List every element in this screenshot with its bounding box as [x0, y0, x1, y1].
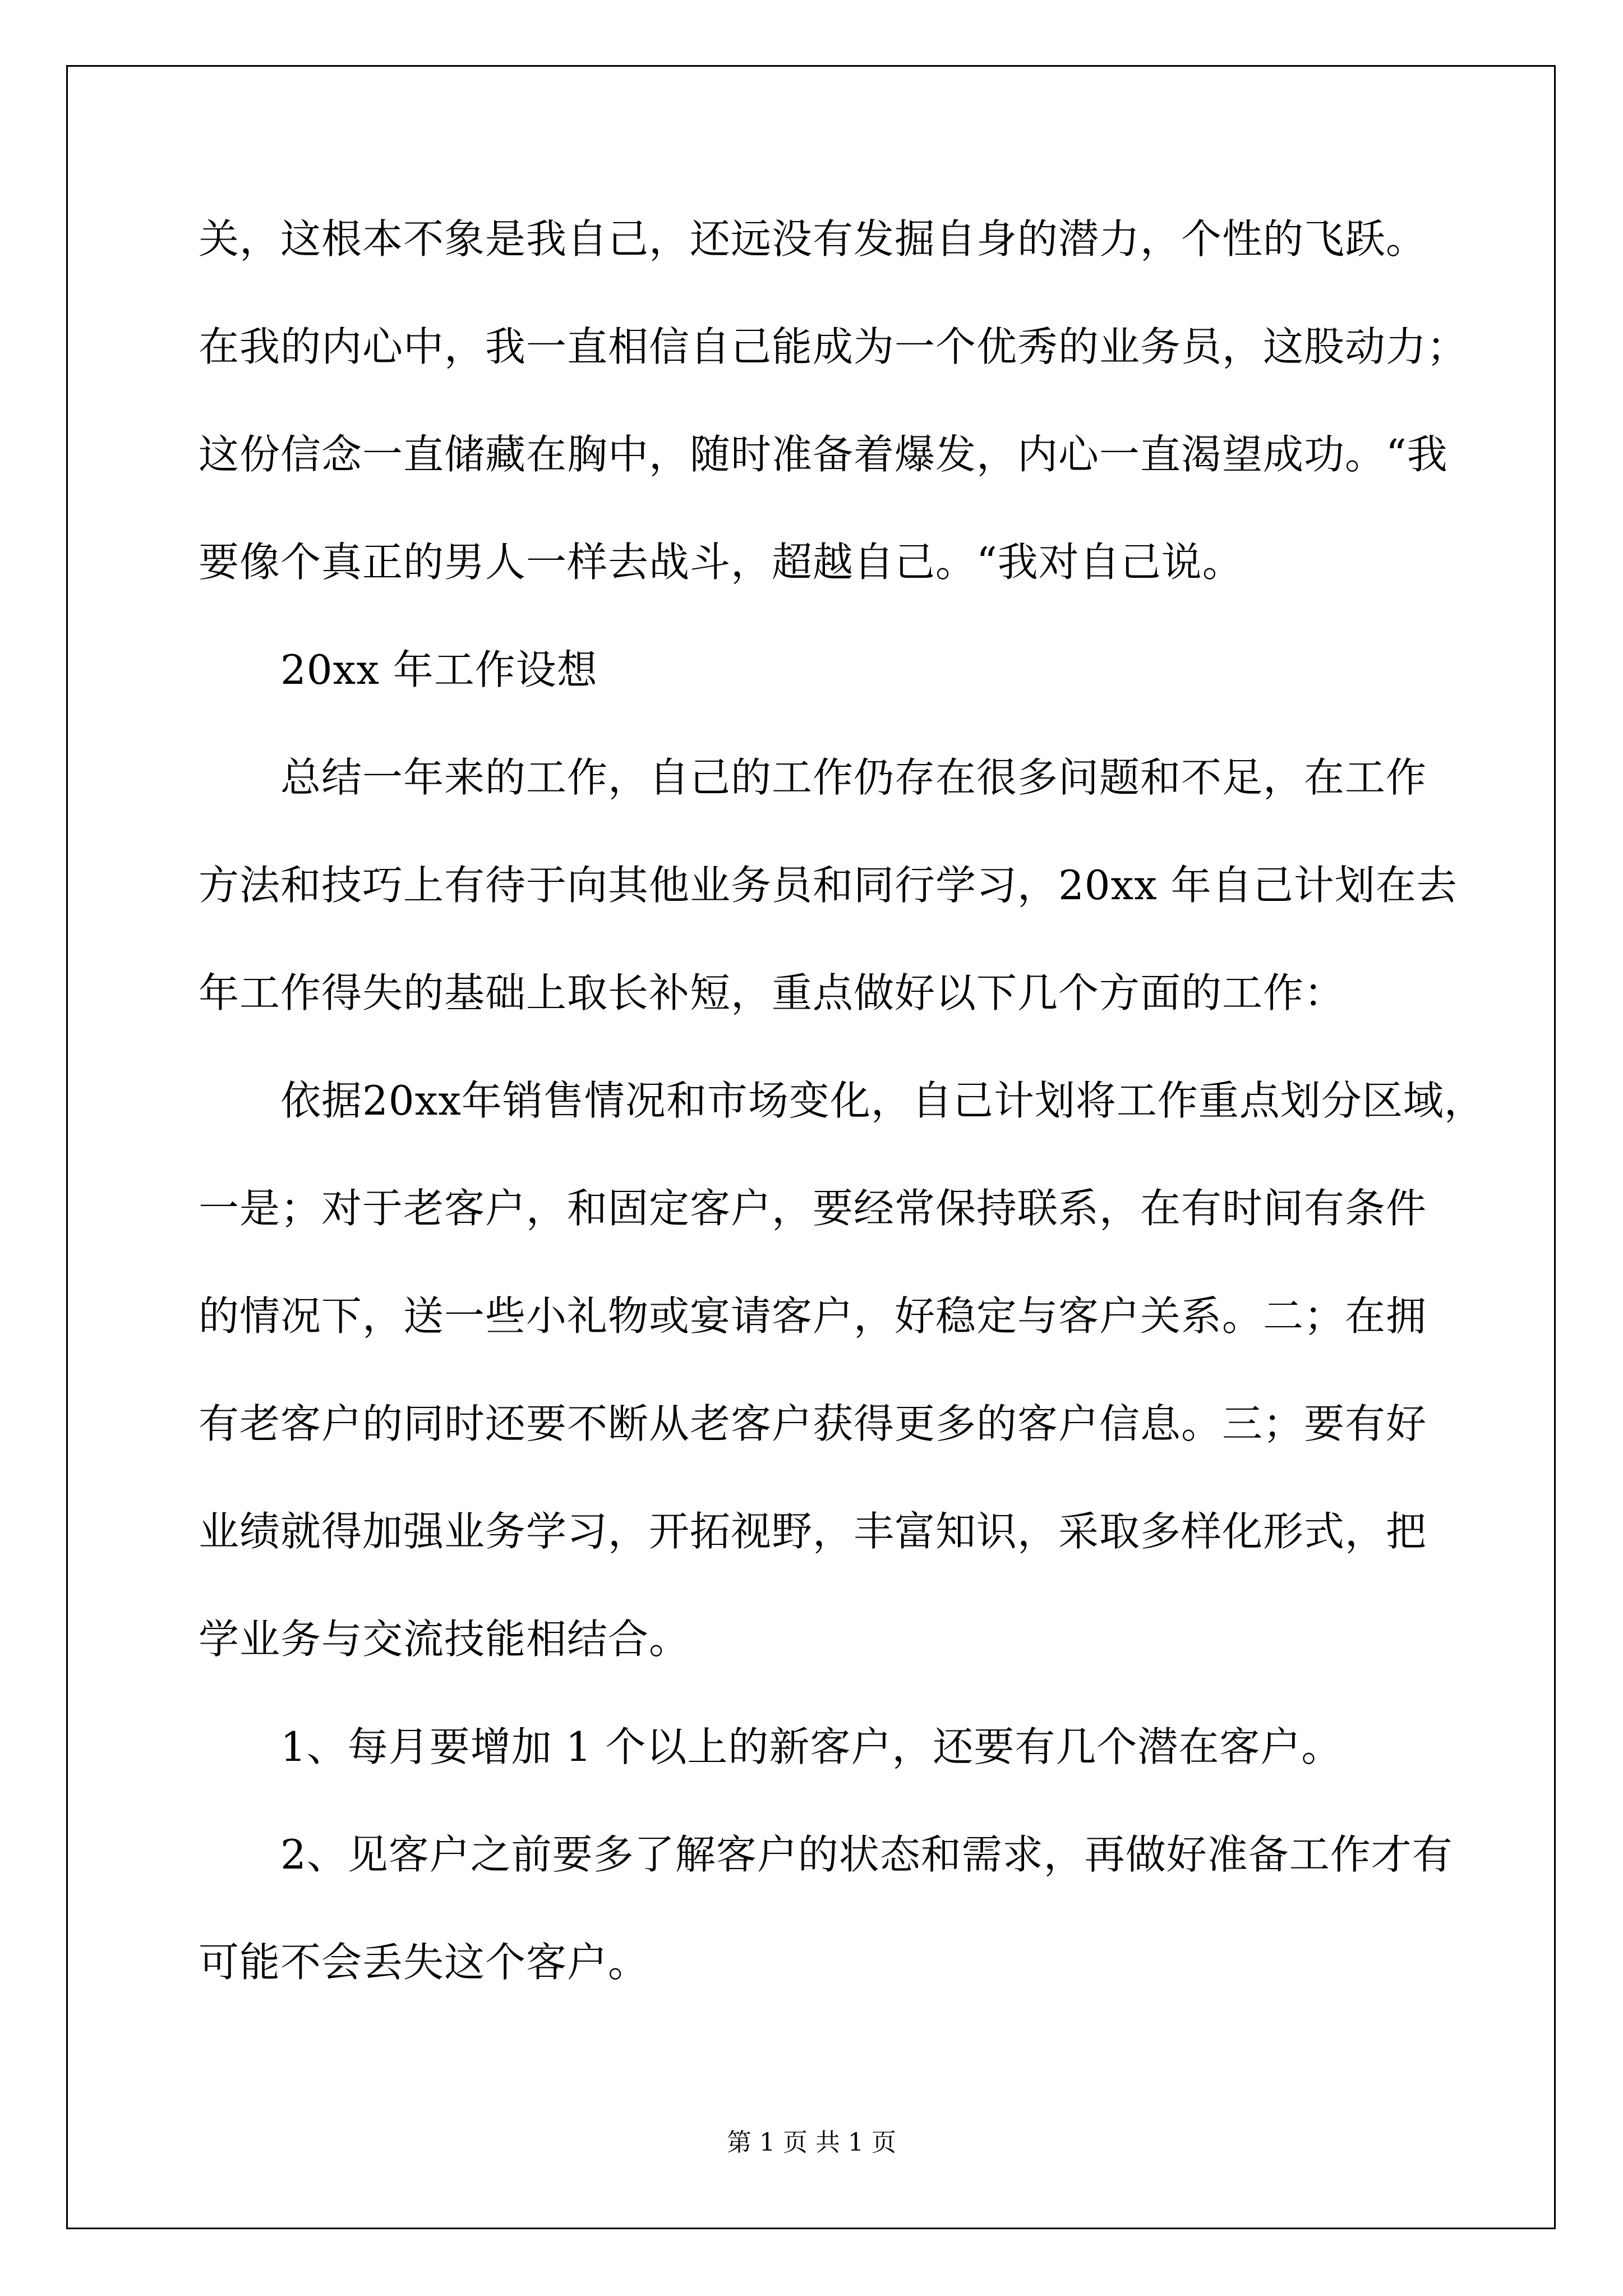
- text-line: 要像个真正的男人一样去战斗，超越自己。“我对自己说。: [199, 539, 1243, 586]
- text-line: 的情况下，送一些小礼物或宴请客户，好稳定与客户关系。二；在拥: [199, 1292, 1427, 1340]
- text-line: 可能不会丢失这个客户。: [199, 1939, 649, 1986]
- text-line: 业绩就得加强业务学习，开拓视野，丰富知识，采取多样化形式，把: [199, 1508, 1427, 1555]
- text-line: 关，这根本不象是我自己，还远没有发掘自身的潜力，个性的飞跃。: [199, 215, 1427, 263]
- text-line: 年工作得失的基础上取长补短，重点做好以下几个方面的工作：: [199, 969, 1345, 1016]
- text-line: 依据20xx年销售情况和市场变化，自己计划将工作重点划分区域，: [280, 1077, 1485, 1124]
- text-line: 在我的内心中，我一直相信自己能成为一个优秀的业务员，这股动力；: [199, 323, 1468, 370]
- text-line: 学业务与交流技能相结合。: [199, 1616, 690, 1663]
- section-heading: 20xx 年工作设想: [280, 646, 598, 693]
- document-body: [199, 185, 1485, 2016]
- text-line: 有老客户的同时还要不断从老客户获得更多的客户信息。三；要有好: [199, 1400, 1427, 1447]
- list-item: 2、见客户之前要多了解客户的状态和需求，再做好准备工作才有: [280, 1831, 1453, 1878]
- list-item: 1、每月要增加 1 个以上的新客户，还要有几个潜在客户。: [280, 1723, 1343, 1770]
- text-line: 方法和技巧上有待于向其他业务员和同行学习，20xx 年自己计划在去: [199, 862, 1458, 909]
- page-number-footer: 第 1 页 共 1 页: [727, 2128, 896, 2157]
- text-line: 这份信念一直储藏在胸中，随时准备着爆发，内心一直渴望成功。“我: [199, 431, 1448, 478]
- text-line: 总结一年来的工作，自己的工作仍存在很多问题和不足，在工作: [280, 754, 1427, 801]
- text-line: 一是；对于老客户，和固定客户，要经常保持联系，在有时间有条件: [199, 1185, 1427, 1232]
